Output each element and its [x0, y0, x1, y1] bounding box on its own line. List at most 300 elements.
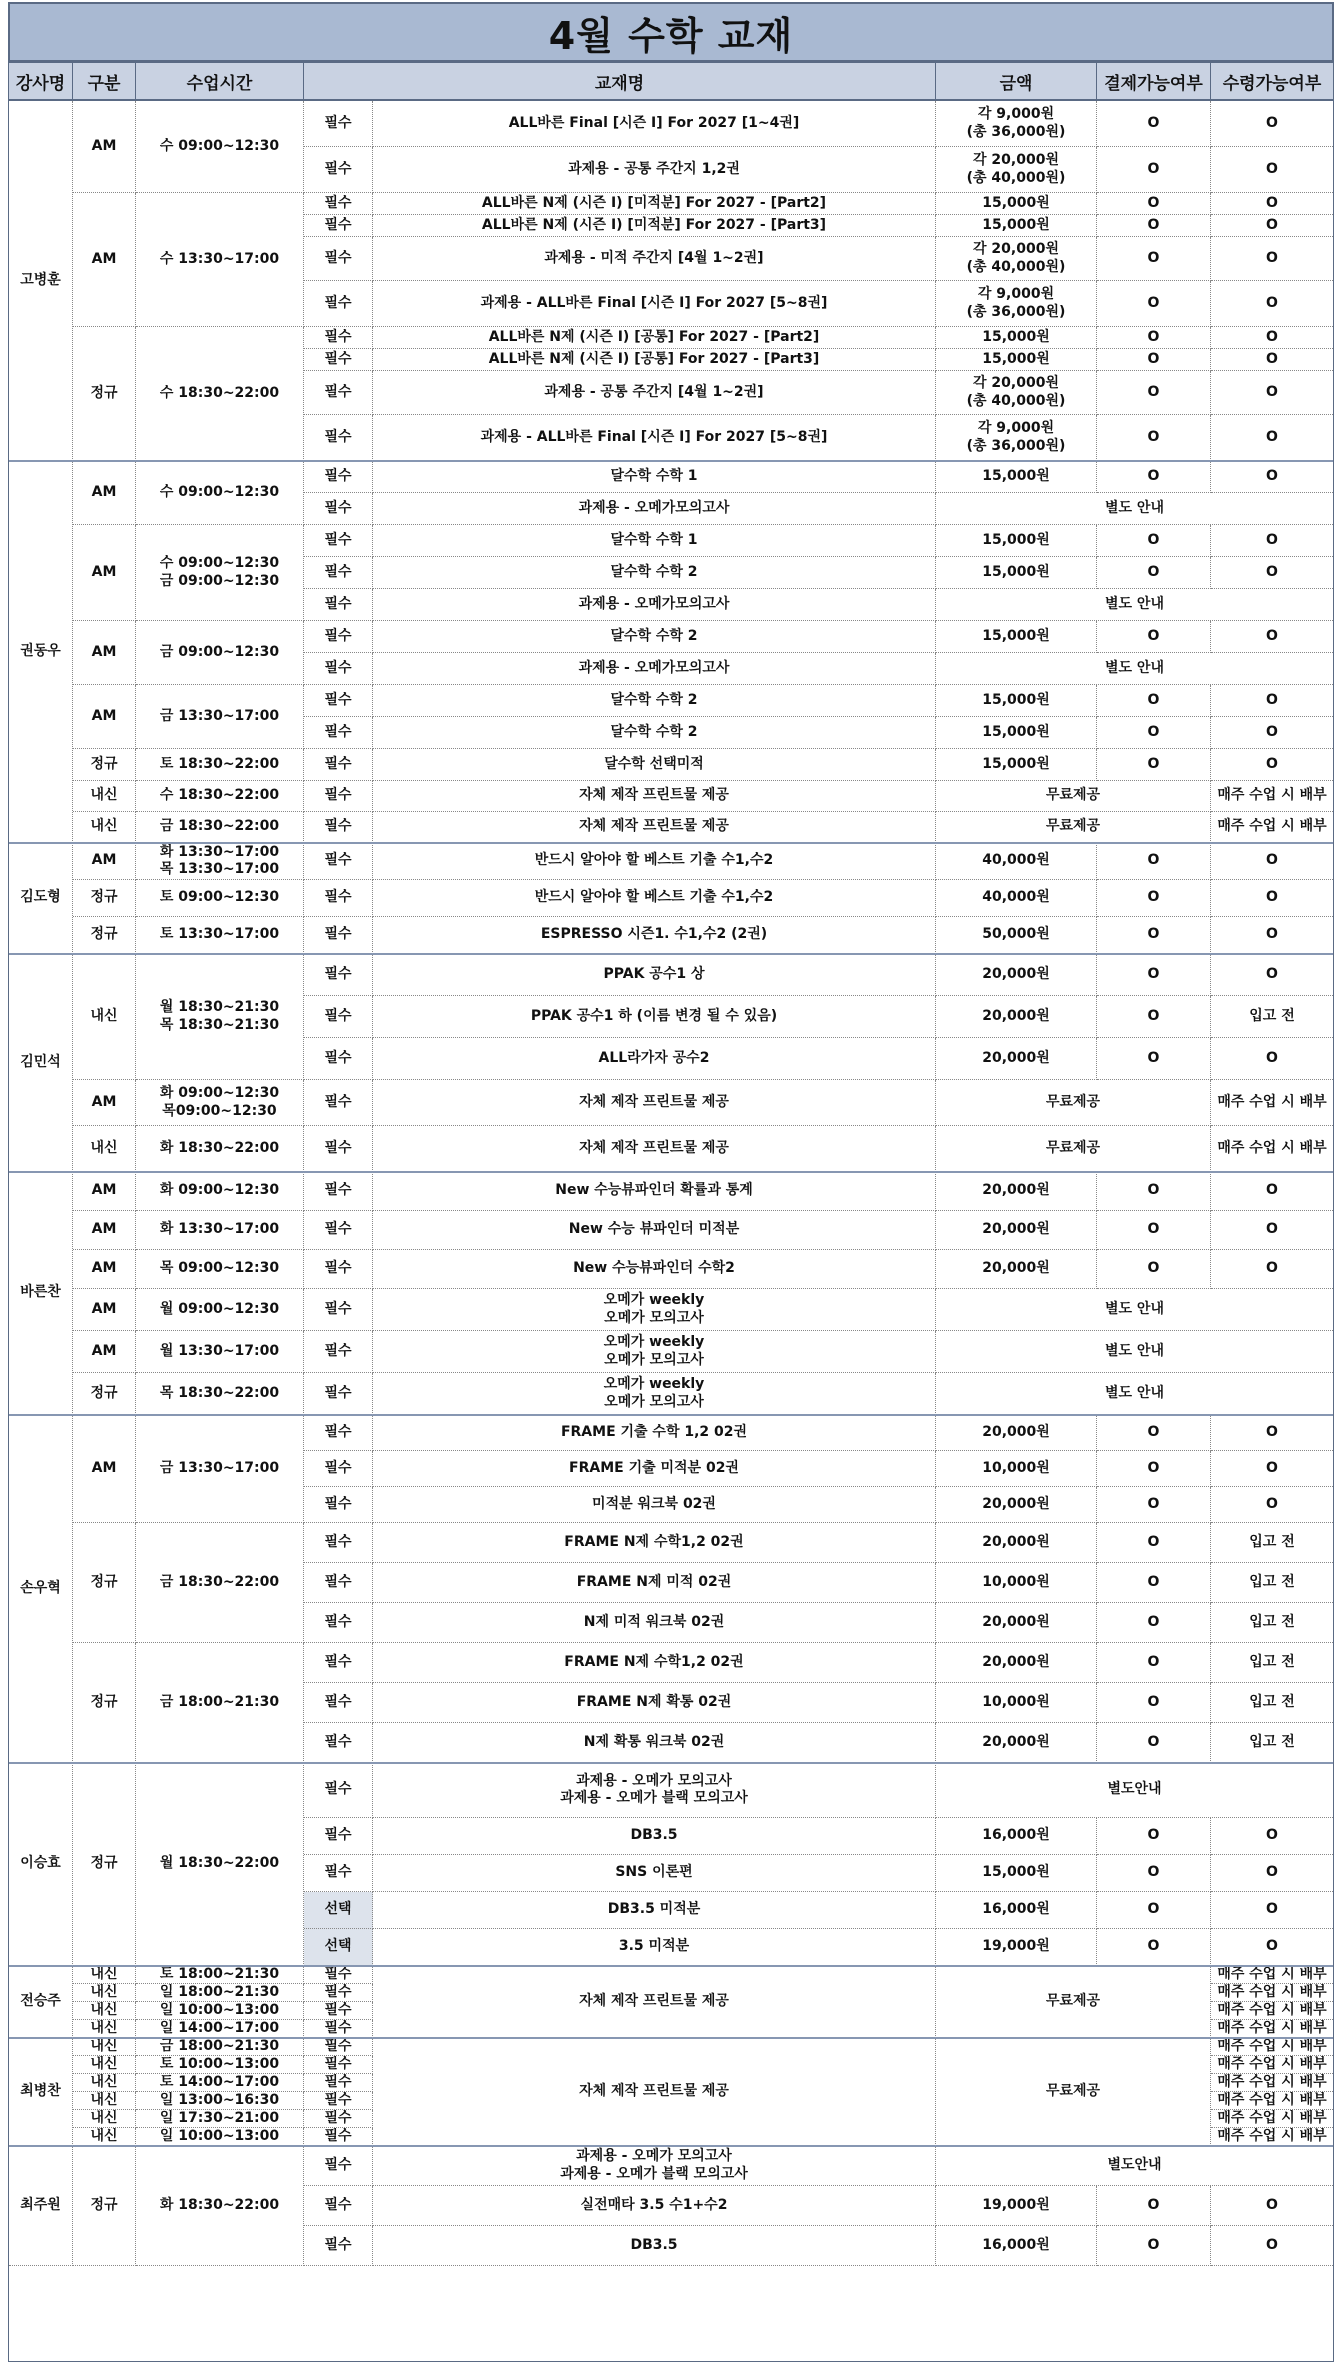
receipt-cell: 매주 수업 시 배부 [1211, 2056, 1333, 2074]
type-cell: 필수 [304, 1984, 373, 2002]
division-cell: AM [73, 685, 136, 749]
type-cell: 선택 [304, 1892, 373, 1929]
class-time-cell: 토 18:00~21:30 [136, 1966, 304, 1984]
type-cell: 필수 [304, 1373, 373, 1415]
type-cell: 필수 [304, 880, 373, 917]
receipt-cell: 매주 수업 시 배부 [1211, 1126, 1333, 1172]
class-time-cell: 일 18:00~21:30 [136, 1984, 304, 2002]
receipt-cell: 매주 수업 시 배부 [1211, 2020, 1333, 2038]
price-cell: 16,000원 [936, 1892, 1097, 1929]
division-cell: AM [73, 101, 136, 193]
teacher-name-cell: 김도형 [9, 843, 73, 954]
price-cell: 15,000원 [936, 327, 1097, 349]
class-time-cell: 월 13:30~17:00 [136, 1331, 304, 1373]
price-cell: 20,000원 [936, 1250, 1097, 1289]
type-cell: 필수 [304, 1250, 373, 1289]
class-time-cell: 금 13:30~17:00 [136, 685, 304, 749]
division-cell: 정규 [73, 327, 136, 461]
book-name-cell: 달수학 수학 1 [373, 461, 936, 493]
book-name-cell: FRAME N제 수학1,2 02권 [373, 1523, 936, 1563]
header-division: 구분 [73, 63, 136, 99]
receipt-cell: 매주 수업 시 배부 [1211, 2002, 1333, 2020]
type-cell: 필수 [304, 493, 373, 525]
group-divider [9, 1171, 1333, 1173]
group-divider [9, 1414, 1333, 1416]
group-divider [9, 2037, 1333, 2039]
payment-cell: O [1097, 557, 1211, 589]
type-cell: 필수 [304, 2002, 373, 2020]
division-cell: AM [73, 1289, 136, 1331]
type-cell: 필수 [304, 781, 373, 812]
receipt-cell: O [1211, 685, 1333, 717]
class-time-cell: 수 18:30~22:00 [136, 781, 304, 812]
type-cell: 필수 [304, 193, 373, 215]
header-teacher: 강사명 [9, 63, 73, 99]
class-time-cell: 일 13:00~16:30 [136, 2092, 304, 2110]
receipt-cell: O [1211, 1929, 1333, 1966]
payment-cell: O [1097, 1038, 1211, 1080]
price-cell: 20,000원 [936, 1415, 1097, 1451]
class-time-cell: 목 18:30~22:00 [136, 1373, 304, 1415]
teacher-name-cell: 최주원 [9, 2146, 73, 2266]
header-receipt: 수령가능여부 [1222, 73, 1322, 94]
division-cell: 내신 [73, 1984, 136, 2002]
type-cell: 필수 [304, 1451, 373, 1487]
separate-notice-cell: 별도 안내 [936, 589, 1333, 621]
table-header [8, 62, 1334, 100]
price-cell: 19,000원 [936, 2186, 1097, 2226]
type-cell: 필수 [304, 1603, 373, 1643]
division-cell: 내신 [73, 2020, 136, 2038]
receipt-cell: O [1211, 147, 1333, 193]
type-cell: 필수 [304, 1563, 373, 1603]
division-cell: 정규 [73, 1373, 136, 1415]
receipt-cell: O [1211, 1818, 1333, 1855]
type-cell: 필수 [304, 1523, 373, 1563]
receipt-cell: 입고 전 [1211, 1643, 1333, 1683]
book-name-cell: 과제용 - 공통 주간지 1,2권 [373, 147, 936, 193]
book-name-cell: 실전매타 3.5 수1+수2 [373, 2186, 936, 2226]
price-cell: 각 9,000원 (총 36,000원) [936, 281, 1097, 327]
book-name-cell: 과제용 - 오메가모의고사 [373, 589, 936, 621]
division-cell: AM [73, 1080, 136, 1126]
type-cell: 필수 [304, 621, 373, 653]
division-cell: 정규 [73, 1523, 136, 1643]
book-name-cell: 과제용 - ALL바른 Final [시즌 I] For 2027 [5~8권] [373, 281, 936, 327]
type-cell: 필수 [304, 2056, 373, 2074]
payment-cell: O [1097, 1603, 1211, 1643]
payment-cell: O [1097, 685, 1211, 717]
book-name-cell: ALL바른 N제 (시즌 I) [미적분] For 2027 - [Part2] [373, 193, 936, 215]
price-cell: 16,000원 [936, 1818, 1097, 1855]
book-name-cell: 달수학 수학 2 [373, 557, 936, 589]
division-cell: AM [73, 525, 136, 621]
division-cell: 내신 [73, 812, 136, 843]
teacher-name-cell: 김민석 [9, 954, 73, 1172]
payment-cell: O [1097, 1723, 1211, 1763]
payment-cell: O [1097, 996, 1211, 1038]
teacher-name-cell: 이승효 [9, 1763, 73, 1966]
type-cell: 필수 [304, 2226, 373, 2266]
book-name-cell: 자체 제작 프린트물 제공 [373, 1080, 936, 1126]
type-cell: 필수 [304, 525, 373, 557]
class-time-cell: 월 09:00~12:30 [136, 1289, 304, 1331]
class-time-cell: 토 10:00~13:00 [136, 2056, 304, 2074]
type-cell: 필수 [304, 371, 373, 415]
class-time-cell: 일 14:00~17:00 [136, 2020, 304, 2038]
book-name-cell: 과제용 - 오메가 모의고사 과제용 - 오메가 블랙 모의고사 [373, 2146, 936, 2186]
receipt-cell: O [1211, 461, 1333, 493]
book-name-cell: 3.5 미적분 [373, 1929, 936, 1966]
book-name-cell: 달수학 수학 1 [373, 525, 936, 557]
type-cell: 필수 [304, 415, 373, 461]
division-cell: 내신 [73, 1126, 136, 1172]
payment-cell: O [1097, 1818, 1211, 1855]
header-class-time: 수업시간 [136, 63, 304, 99]
receipt-cell: 매주 수업 시 배부 [1211, 2074, 1333, 2092]
receipt-cell: 매주 수업 시 배부 [1211, 2128, 1333, 2146]
book-name-cell: 달수학 수학 2 [373, 717, 936, 749]
class-time-cell: 일 17:30~21:00 [136, 2110, 304, 2128]
group-divider [9, 953, 1333, 955]
payment-cell: O [1097, 1415, 1211, 1451]
type-cell: 필수 [304, 557, 373, 589]
book-name-cell: 과제용 - 오메가모의고사 [373, 653, 936, 685]
book-name-cell: ALL바른 Final [시즌 I] For 2027 [1~4권] [373, 101, 936, 147]
teacher-name-cell: 고병훈 [9, 101, 73, 461]
class-time-cell: 화 09:00~12:30 목09:00~12:30 [136, 1080, 304, 1126]
receipt-cell: 매주 수업 시 배부 [1211, 2110, 1333, 2128]
separate-notice-cell: 별도 안내 [936, 1289, 1333, 1331]
division-cell: 내신 [73, 2038, 136, 2056]
price-cell: 15,000원 [936, 525, 1097, 557]
receipt-cell: O [1211, 349, 1333, 371]
type-cell: 필수 [304, 327, 373, 349]
book-name-cell: DB3.5 [373, 1818, 936, 1855]
book-name-cell: SNS 이론편 [373, 1855, 936, 1892]
division-cell: AM [73, 1331, 136, 1373]
type-cell: 필수 [304, 1643, 373, 1683]
separate-notice-cell: 별도 안내 [936, 1373, 1333, 1415]
type-cell: 필수 [304, 1966, 373, 1984]
type-cell: 필수 [304, 917, 373, 954]
type-cell: 필수 [304, 1289, 373, 1331]
payment-cell: O [1097, 371, 1211, 415]
free-provided-cell: 무료제공 [936, 781, 1211, 812]
class-time-cell: 일 10:00~13:00 [136, 2128, 304, 2146]
class-time-cell: 금 18:30~22:00 [136, 1523, 304, 1643]
class-time-cell: 화 13:30~17:00 목 13:30~17:00 [136, 843, 304, 880]
type-cell: 필수 [304, 1855, 373, 1892]
type-cell: 필수 [304, 2146, 373, 2186]
book-name-cell: FRAME 기출 수학 1,2 02권 [373, 1415, 936, 1451]
receipt-cell: 입고 전 [1211, 1683, 1333, 1723]
price-cell: 15,000원 [936, 193, 1097, 215]
class-time-cell: 금 18:00~21:30 [136, 2038, 304, 2056]
book-name-cell: 달수학 수학 2 [373, 685, 936, 717]
price-cell: 20,000원 [936, 1487, 1097, 1523]
teacher-name-cell: 최병찬 [9, 2038, 73, 2146]
receipt-cell: 매주 수업 시 배부 [1211, 1966, 1333, 1984]
class-time-cell: 목 09:00~12:30 [136, 1250, 304, 1289]
book-name-cell: 미적분 워크북 02권 [373, 1487, 936, 1523]
price-cell: 16,000원 [936, 2226, 1097, 2266]
class-time-cell: 화 18:30~22:00 [136, 1126, 304, 1172]
payment-cell: O [1097, 1487, 1211, 1523]
division-cell: 내신 [73, 781, 136, 812]
receipt-cell: O [1211, 1451, 1333, 1487]
class-time-cell: 수 13:30~17:00 [136, 193, 304, 327]
separate-notice-cell: 별도 안내 [936, 493, 1333, 525]
payment-cell: O [1097, 1211, 1211, 1250]
book-name-cell: PPAK 공수1 상 [373, 954, 936, 996]
receipt-cell: 매주 수업 시 배부 [1211, 812, 1333, 843]
receipt-cell: O [1211, 1038, 1333, 1080]
payment-cell: O [1097, 1523, 1211, 1563]
price-cell: 10,000원 [936, 1563, 1097, 1603]
book-name-cell: N제 확통 워크북 02권 [373, 1723, 936, 1763]
book-name-cell: ALL바른 N제 (시즌 I) [미적분] For 2027 - [Part3] [373, 215, 936, 237]
price-cell: 20,000원 [936, 954, 1097, 996]
book-name-cell: 과제용 - ALL바른 Final [시즌 I] For 2027 [5~8권] [373, 415, 936, 461]
type-cell: 필수 [304, 1487, 373, 1523]
payment-cell: O [1097, 621, 1211, 653]
payment-cell: O [1097, 954, 1211, 996]
price-cell: 15,000원 [936, 717, 1097, 749]
group-divider [9, 2145, 1333, 2147]
payment-cell: O [1097, 880, 1211, 917]
receipt-cell: O [1211, 101, 1333, 147]
class-time-cell: 금 13:30~17:00 [136, 1415, 304, 1523]
book-name-cell: 과제용 - 오메가모의고사 [373, 493, 936, 525]
payment-cell: O [1097, 193, 1211, 215]
receipt-cell: O [1211, 215, 1333, 237]
payment-cell: O [1097, 1643, 1211, 1683]
book-name-cell: 오메가 weekly 오메가 모의고사 [373, 1331, 936, 1373]
payment-cell: O [1097, 1892, 1211, 1929]
division-cell: 내신 [73, 2056, 136, 2074]
receipt-cell: O [1211, 327, 1333, 349]
division-cell: 정규 [73, 1763, 136, 1966]
division-cell: 내신 [73, 2110, 136, 2128]
class-time-cell: 토 13:30~17:00 [136, 917, 304, 954]
type-cell: 필수 [304, 1080, 373, 1126]
payment-cell: O [1097, 1563, 1211, 1603]
price-cell: 20,000원 [936, 1523, 1097, 1563]
division-cell: AM [73, 621, 136, 685]
class-time-cell: 수 18:30~22:00 [136, 327, 304, 461]
payment-cell: O [1097, 2226, 1211, 2266]
price-cell: 15,000원 [936, 215, 1097, 237]
receipt-cell: O [1211, 749, 1333, 781]
class-time-cell: 토 09:00~12:30 [136, 880, 304, 917]
type-cell: 필수 [304, 2074, 373, 2092]
type-cell: 필수 [304, 349, 373, 371]
receipt-cell: 입고 전 [1211, 1523, 1333, 1563]
division-cell: 정규 [73, 2146, 136, 2266]
book-name-cell: FRAME 기출 미적분 02권 [373, 1451, 936, 1487]
book-name-cell: 반드시 알아야 할 베스트 기출 수1,수2 [373, 880, 936, 917]
free-provided-cell: 무료제공 [936, 812, 1211, 843]
class-time-cell: 화 13:30~17:00 [136, 1211, 304, 1250]
class-time-cell: 수 09:00~12:30 [136, 101, 304, 193]
free-provided-cell: 무료제공 [936, 1080, 1211, 1126]
division-cell: 정규 [73, 1643, 136, 1763]
type-cell: 필수 [304, 215, 373, 237]
receipt-cell: O [1211, 1487, 1333, 1523]
price-cell: 20,000원 [936, 1038, 1097, 1080]
book-name-cell: ALL라가자 공수2 [373, 1038, 936, 1080]
class-time-cell: 화 09:00~12:30 [136, 1172, 304, 1211]
payment-cell: O [1097, 525, 1211, 557]
type-cell: 필수 [304, 2038, 373, 2056]
division-cell: AM [73, 1250, 136, 1289]
receipt-cell: 입고 전 [1211, 1563, 1333, 1603]
book-name-cell: 과제용 - 오메가 모의고사 과제용 - 오메가 블랙 모의고사 [373, 1763, 936, 1818]
receipt-cell: O [1211, 2226, 1333, 2266]
class-time-cell: 토 18:30~22:00 [136, 749, 304, 781]
price-cell: 19,000원 [936, 1929, 1097, 1966]
type-cell: 필수 [304, 237, 373, 281]
receipt-cell: O [1211, 1211, 1333, 1250]
book-name-cell: 과제용 - 공통 주간지 [4월 1~2권] [373, 371, 936, 415]
separate-notice-cell: 별도 안내 [936, 653, 1333, 685]
teacher-name-cell: 전승주 [9, 1966, 73, 2038]
payment-cell: O [1097, 215, 1211, 237]
book-name-cell: FRAME N제 미적 02권 [373, 1563, 936, 1603]
type-cell: 필수 [304, 2020, 373, 2038]
receipt-cell: O [1211, 371, 1333, 415]
class-time-cell: 월 18:30~21:30 목 18:30~21:30 [136, 954, 304, 1080]
receipt-cell: O [1211, 525, 1333, 557]
class-time-cell: 토 14:00~17:00 [136, 2074, 304, 2092]
price-cell: 40,000원 [936, 843, 1097, 880]
receipt-cell: O [1211, 415, 1333, 461]
group-divider [9, 1965, 1333, 1967]
type-cell: 필수 [304, 812, 373, 843]
type-cell: 필수 [304, 1331, 373, 1373]
book-name-cell: New 수능뷰파인더 확률과 통계 [373, 1172, 936, 1211]
group-divider [9, 1762, 1333, 1764]
payment-cell: O [1097, 717, 1211, 749]
type-cell: 필수 [304, 1415, 373, 1451]
type-cell: 필수 [304, 1723, 373, 1763]
price-cell: 20,000원 [936, 1643, 1097, 1683]
book-name-cell: N제 미적 워크북 02권 [373, 1603, 936, 1643]
receipt-cell: O [1211, 843, 1333, 880]
class-time-cell: 수 09:00~12:30 [136, 461, 304, 525]
type-cell: 필수 [304, 589, 373, 621]
header-payment: 결제가능여부 [1097, 63, 1211, 99]
group-divider [9, 842, 1333, 844]
price-cell: 20,000원 [936, 1603, 1097, 1643]
receipt-cell: 입고 전 [1211, 1603, 1333, 1643]
receipt-cell: 매주 수업 시 배부 [1211, 1080, 1333, 1126]
price-cell: 각 20,000원 (총 40,000원) [936, 371, 1097, 415]
receipt-cell: O [1211, 281, 1333, 327]
division-cell: AM [73, 1172, 136, 1211]
type-cell: 필수 [304, 954, 373, 996]
class-time-cell: 화 18:30~22:00 [136, 2146, 304, 2266]
book-name-cell: 자체 제작 프린트물 제공 [373, 781, 936, 812]
separate-notice-cell: 별도 안내 [936, 1331, 1333, 1373]
receipt-cell: 매주 수업 시 배부 [1211, 781, 1333, 812]
division-cell: 내신 [73, 954, 136, 1080]
class-time-cell: 금 09:00~12:30 [136, 621, 304, 685]
class-time-cell: 금 18:00~21:30 [136, 1643, 304, 1763]
type-cell: 필수 [304, 101, 373, 147]
book-name-cell: 자체 제작 프린트물 제공 [373, 2038, 936, 2146]
division-cell: 내신 [73, 2092, 136, 2110]
division-cell: 정규 [73, 749, 136, 781]
price-cell: 15,000원 [936, 461, 1097, 493]
type-cell: 필수 [304, 147, 373, 193]
type-cell: 선택 [304, 1929, 373, 1966]
receipt-cell: O [1211, 2186, 1333, 2226]
payment-cell: O [1097, 1250, 1211, 1289]
division-cell: AM [73, 1415, 136, 1523]
receipt-cell: O [1211, 1250, 1333, 1289]
type-cell: 필수 [304, 1763, 373, 1818]
payment-cell: O [1097, 237, 1211, 281]
payment-cell: O [1097, 147, 1211, 193]
receipt-cell: O [1211, 880, 1333, 917]
payment-cell: O [1097, 281, 1211, 327]
division-cell: 내신 [73, 2002, 136, 2020]
separate-notice-cell: 별도안내 [936, 2146, 1333, 2186]
class-time-cell: 수 09:00~12:30 금 09:00~12:30 [136, 525, 304, 621]
price-cell: 20,000원 [936, 1723, 1097, 1763]
payment-cell: O [1097, 415, 1211, 461]
type-cell: 필수 [304, 2092, 373, 2110]
receipt-cell: O [1211, 1855, 1333, 1892]
price-cell: 각 20,000원 (총 40,000원) [936, 147, 1097, 193]
type-cell: 필수 [304, 1211, 373, 1250]
page-title: 4월 수학 교재 [8, 2, 1334, 62]
book-name-cell: PPAK 공수1 하 (이름 변경 될 수 있음) [373, 996, 936, 1038]
book-table [8, 100, 1334, 2362]
receipt-cell: O [1211, 717, 1333, 749]
teacher-name-cell: 바른찬 [9, 1172, 73, 1415]
book-name-cell: DB3.5 [373, 2226, 936, 2266]
price-cell: 15,000원 [936, 621, 1097, 653]
receipt-cell: O [1211, 1892, 1333, 1929]
price-cell: 50,000원 [936, 917, 1097, 954]
type-cell: 필수 [304, 843, 373, 880]
payment-cell: O [1097, 1683, 1211, 1723]
type-cell: 필수 [304, 1126, 373, 1172]
book-name-cell: 달수학 선택미적 [373, 749, 936, 781]
price-cell: 10,000원 [936, 1451, 1097, 1487]
type-cell: 필수 [304, 1683, 373, 1723]
book-name-cell: ALL바른 N제 (시즌 I) [공통] For 2027 - [Part2] [373, 327, 936, 349]
receipt-cell: 매주 수업 시 배부 [1211, 2038, 1333, 2056]
book-name-cell: 자체 제작 프린트물 제공 [373, 1966, 936, 2038]
teacher-name-cell: 권동우 [9, 461, 73, 843]
payment-cell: O [1097, 327, 1211, 349]
price-cell: 15,000원 [936, 557, 1097, 589]
type-cell: 필수 [304, 749, 373, 781]
book-name-cell: New 수능뷰파인더 수학2 [373, 1250, 936, 1289]
class-time-cell: 일 10:00~13:00 [136, 2002, 304, 2020]
receipt-cell: 매주 수업 시 배부 [1211, 2092, 1333, 2110]
receipt-cell: 입고 전 [1211, 996, 1333, 1038]
payment-cell: O [1097, 1929, 1211, 1966]
receipt-cell: O [1211, 193, 1333, 215]
price-cell: 20,000원 [936, 1211, 1097, 1250]
receipt-cell: O [1211, 917, 1333, 954]
type-cell: 필수 [304, 685, 373, 717]
